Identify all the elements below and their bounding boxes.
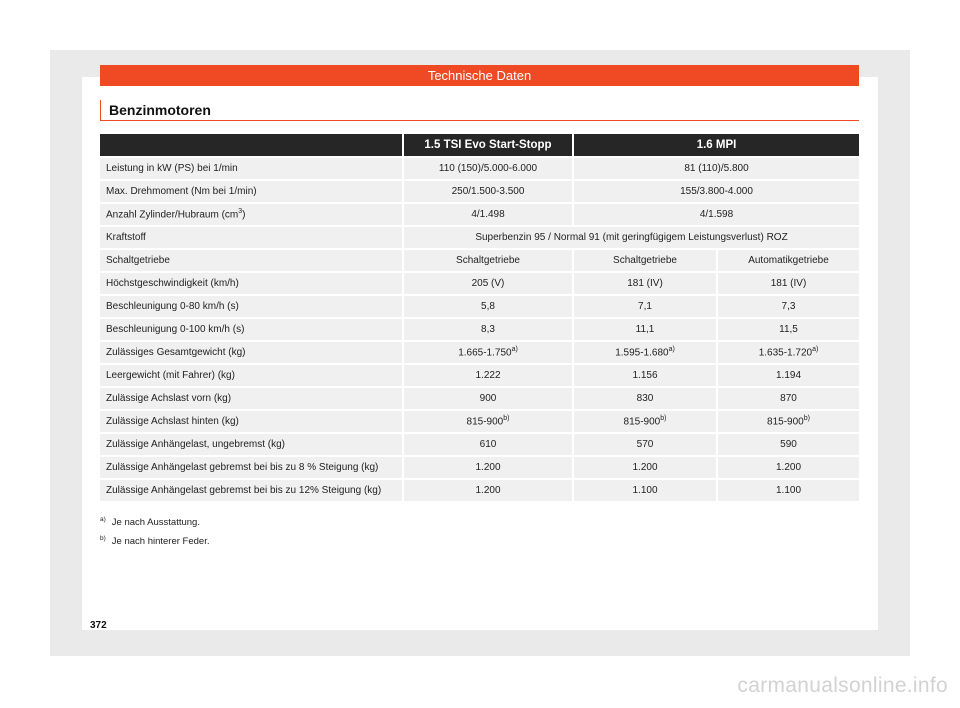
cell-value [402, 411, 572, 432]
table-row [100, 342, 859, 363]
row-label: Schaltgetriebe [100, 250, 402, 271]
cell-value: 1.200 [402, 480, 572, 501]
footnote-text: Je nach Ausstattung. [111, 517, 200, 529]
header-cell-engine-2: 1.6 MPI [572, 134, 859, 156]
row-label: Beschleunigung 0-100 km/h (s) [100, 319, 402, 340]
cell-value: 570 [572, 434, 716, 455]
table-row [100, 204, 859, 225]
cell-text: 1.635-1.720 [758, 347, 813, 359]
cell-value: Superbenzin 95 / Normal 91 (mit geringfügigem Leistungsverlust) ROZ [402, 227, 859, 248]
footnote-mark: b) [100, 535, 106, 543]
cell-value [716, 342, 859, 363]
cell-value: 8,3 [402, 319, 572, 340]
table-row [100, 319, 859, 340]
row-label: Zulässiges Gesamtgewicht (kg) [100, 342, 402, 363]
row-label: Höchstgeschwindigkeit (km/h) [100, 273, 402, 294]
cell-value: 590 [716, 434, 859, 455]
footnote-ref: b) [803, 415, 810, 423]
cell-value: 7,3 [716, 296, 859, 317]
table-row [100, 480, 859, 501]
cell-value: 870 [716, 388, 859, 409]
table-row [100, 388, 859, 409]
cell-text: 815-900 [623, 416, 661, 428]
cell-value [572, 342, 716, 363]
footnote [100, 531, 700, 550]
table-row [100, 296, 859, 317]
table-row [100, 434, 859, 455]
footnote-ref: b) [503, 415, 510, 423]
cell-value: Automatikgetriebe [716, 250, 859, 271]
cell-value: Schaltgetriebe [402, 250, 572, 271]
footnote-text: Je nach hinterer Feder. [111, 536, 210, 548]
table-header-row [100, 134, 859, 156]
cell-value: 4/1.498 [402, 204, 572, 225]
table-row [100, 273, 859, 294]
cell-value: 181 (IV) [572, 273, 716, 294]
table-row [100, 457, 859, 478]
cell-text: 1.595-1.680 [615, 347, 669, 359]
page-number: 372 [90, 620, 107, 631]
cell-value: 81 (110)/5.800 [572, 158, 859, 179]
section-title: Benzinmotoren [100, 100, 859, 121]
cell-text: 815-900 [466, 416, 504, 428]
cell-value: 155/3.800-4.000 [572, 181, 859, 202]
footnote [100, 512, 700, 531]
cell-value: 4/1.598 [572, 204, 859, 225]
footnote-ref: a) [812, 346, 819, 354]
row-label: Zulässige Achslast vorn (kg) [100, 388, 402, 409]
row-label-text: ) [242, 209, 246, 221]
cell-value [716, 411, 859, 432]
cell-value: 11,1 [572, 319, 716, 340]
cell-value: 1.194 [716, 365, 859, 386]
cell-value: 1.200 [572, 457, 716, 478]
cell-value: 205 (V) [402, 273, 572, 294]
cell-value: 11,5 [716, 319, 859, 340]
cell-value [402, 342, 572, 363]
table-row [100, 250, 859, 271]
spec-table [100, 132, 859, 503]
footnote-mark: a) [100, 516, 106, 523]
cell-value: 830 [572, 388, 716, 409]
cell-text: 815-900 [767, 416, 804, 428]
row-label: Zulässige Achslast hinten (kg) [100, 411, 402, 432]
row-label: Max. Drehmoment (Nm bei 1/min) [100, 181, 402, 202]
table-row [100, 411, 859, 432]
cell-value: Schaltgetriebe [572, 250, 716, 271]
header-cell-blank [100, 134, 402, 156]
table-row [100, 227, 859, 248]
header-cell-engine-1: 1.5 TSI Evo Start-Stopp [402, 134, 572, 156]
footnotes [100, 512, 700, 550]
cell-value: 7,1 [572, 296, 716, 317]
row-label: Leistung in kW (PS) bei 1/min [100, 158, 402, 179]
cell-value: 181 (IV) [716, 273, 859, 294]
superscript: 3 [238, 208, 243, 216]
table-row [100, 365, 859, 386]
cell-value: 610 [402, 434, 572, 455]
cell-value: 1.222 [402, 365, 572, 386]
row-label-text: Anzahl Zylinder/Hubraum (cm [106, 209, 239, 221]
cell-value: 5,8 [402, 296, 572, 317]
cell-text: 1.665-1.750 [458, 347, 512, 359]
footnote-ref: a) [668, 346, 675, 354]
chapter-header: Technische Daten [100, 65, 859, 86]
cell-value: 250/1.500-3.500 [402, 181, 572, 202]
row-label: Zulässige Anhängelast gebremst bei bis zu 8 % Steigung (kg) [100, 457, 402, 478]
table-row [100, 158, 859, 179]
footnote-ref: b) [660, 415, 667, 423]
row-label: Zulässige Anhängelast, ungebremst (kg) [100, 434, 402, 455]
row-label: Beschleunigung 0-80 km/h (s) [100, 296, 402, 317]
cell-value: 1.156 [572, 365, 716, 386]
table-row [100, 181, 859, 202]
watermark: carmanualsonline.info [737, 674, 948, 697]
cell-value: 1.200 [402, 457, 572, 478]
footnote-ref: a) [511, 346, 518, 354]
cell-value: 900 [402, 388, 572, 409]
cell-value [572, 411, 716, 432]
cell-value: 110 (150)/5.000-6.000 [402, 158, 572, 179]
row-label: Kraftstoff [100, 227, 402, 248]
cell-value: 1.100 [716, 480, 859, 501]
row-label: Leergewicht (mit Fahrer) (kg) [100, 365, 402, 386]
row-label: Zulässige Anhängelast gebremst bei bis zu 12% Steigung (kg) [100, 480, 402, 501]
row-label [100, 204, 402, 225]
cell-value: 1.100 [572, 480, 716, 501]
cell-value: 1.200 [716, 457, 859, 478]
